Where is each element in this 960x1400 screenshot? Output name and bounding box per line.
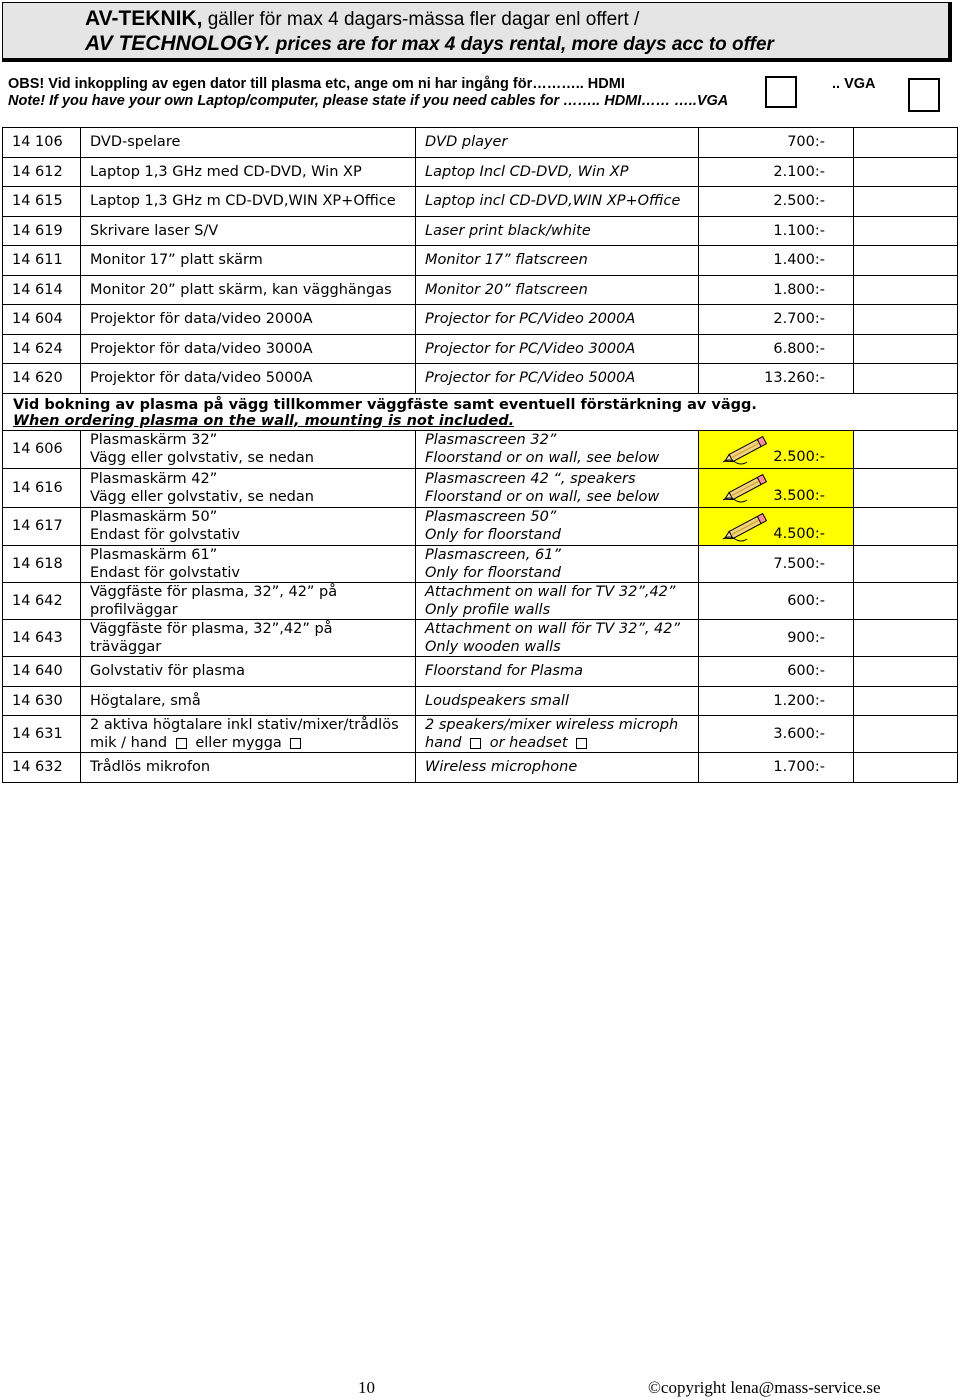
page-number: 10 [358, 1378, 375, 1397]
item-swedish-line1: Plasmaskärm 50” [90, 509, 218, 526]
item-swedish: Monitor 17” platt skärm [81, 246, 416, 276]
item-swedish [81, 620, 416, 657]
item-price-value: 3.500:- [773, 487, 825, 504]
hand-mic-label: mik / hand [90, 735, 168, 751]
item-english-line1: Plasmascreen 32” [425, 432, 557, 449]
item-price: 3.600:- [699, 716, 854, 753]
item-swedish-line2: Endast för golvstativ [90, 527, 240, 544]
title-swedish-bold: AV-TEKNIK, [85, 7, 203, 30]
table-row [3, 364, 958, 394]
item-price: 13.260:- [699, 364, 854, 394]
item-price-value: 2.500:- [773, 449, 825, 465]
quantity-cell[interactable] [854, 469, 958, 508]
item-english-line2: Only for floorstand [425, 527, 561, 544]
item-price: 1.800:- [699, 275, 854, 305]
item-price [699, 469, 854, 508]
item-swedish: Laptop 1,3 GHz med CD-DVD, Win XP [81, 157, 416, 187]
item-english-line2: Only wooden walls [425, 639, 561, 655]
item-english [416, 546, 699, 583]
item-swedish: Högtalare, små [81, 686, 416, 716]
item-english [416, 430, 699, 469]
note-swedish [8, 76, 876, 92]
item-code: 14 631 [3, 716, 81, 753]
item-price [699, 507, 854, 546]
table-row [3, 305, 958, 335]
item-swedish-line2: profilväggar [90, 602, 178, 618]
item-swedish: Skrivare laser S/V [81, 216, 416, 246]
item-english: Monitor 17” flatscreen [416, 246, 699, 276]
item-swedish-line2: Endast för golvstativ [90, 565, 240, 581]
pencil-icon [721, 434, 771, 466]
pencil-icon [721, 472, 771, 504]
item-code: 14 620 [3, 364, 81, 394]
item-code: 14 630 [3, 686, 81, 716]
item-price: 1.400:- [699, 246, 854, 276]
table-row [3, 507, 958, 546]
item-english-line1: Plasmascreen 42 “, speakers [425, 470, 636, 487]
headset-label-en: or headset [489, 735, 568, 751]
item-swedish-line2: Vägg eller golvstativ, se nedan [90, 450, 314, 467]
item-english-line1: Plasmascreen, 61” [425, 547, 561, 563]
item-price: 1.700:- [699, 753, 854, 783]
note-english: Note! If you have your own Laptop/computer, please state if you need cables for …….. HDMI…… …..VGA [8, 93, 729, 109]
item-english [416, 716, 699, 753]
item-price: 600:- [699, 657, 854, 687]
item-english: Loudspeakers small [416, 686, 699, 716]
item-english-line2: Floorstand or on wall, see below [425, 450, 660, 467]
item-swedish-line2: träväggar [90, 639, 162, 655]
item-english [416, 469, 699, 508]
quantity-cell[interactable] [854, 275, 958, 305]
title-swedish-rest: gäller för max 4 dagars-mässa fler dagar enl offert / [202, 9, 640, 30]
table-row [3, 246, 958, 276]
quantity-cell[interactable] [854, 753, 958, 783]
item-swedish-line1: Väggfäste för plasma, 32”,42” på [90, 621, 333, 637]
table-row [3, 620, 958, 657]
quantity-cell[interactable] [854, 157, 958, 187]
item-code: 14 624 [3, 334, 81, 364]
quantity-cell[interactable] [854, 716, 958, 753]
quantity-cell[interactable] [854, 216, 958, 246]
hand-label-en: hand [425, 735, 462, 751]
table-row [3, 157, 958, 187]
item-english [416, 583, 699, 620]
item-price: 6.800:- [699, 334, 854, 364]
item-swedish [81, 716, 416, 753]
title-english-rest: prices are for max 4 days rental, more days acc to offer [270, 34, 774, 55]
quantity-cell[interactable] [854, 686, 958, 716]
table-row [3, 128, 958, 158]
item-swedish [81, 546, 416, 583]
item-price [699, 583, 854, 620]
item-price-value: 7.500:- [773, 556, 825, 572]
item-swedish [81, 430, 416, 469]
item-swedish-line2 [90, 734, 415, 752]
item-swedish: Projektor för data/video 2000A [81, 305, 416, 335]
item-code: 14 642 [3, 583, 81, 620]
item-swedish: Golvstativ för plasma [81, 657, 416, 687]
item-price: 1.200:- [699, 686, 854, 716]
item-swedish: Projektor för data/video 3000A [81, 334, 416, 364]
plasma-notice-swedish: Vid bokning av plasma på vägg tillkommer väggfäste samt eventuell förstärkning av vägg. [13, 396, 757, 413]
item-swedish-line1: Väggfäste för plasma, 32”, 42” på [90, 584, 338, 600]
item-code: 14 106 [3, 128, 81, 158]
table-row [3, 583, 958, 620]
table-row [3, 753, 958, 783]
item-price [699, 620, 854, 657]
item-code: 14 643 [3, 620, 81, 657]
item-swedish [81, 583, 416, 620]
table-row [3, 686, 958, 716]
item-swedish: Trådlös mikrofon [81, 753, 416, 783]
table-row [3, 334, 958, 364]
item-english-line2: Only for floorstand [425, 565, 561, 581]
item-code: 14 612 [3, 157, 81, 187]
item-code: 14 611 [3, 246, 81, 276]
item-code: 14 618 [3, 546, 81, 583]
item-swedish: DVD-spelare [81, 128, 416, 158]
table-row [3, 216, 958, 246]
item-swedish: Laptop 1,3 GHz m CD-DVD,WIN XP+Office [81, 187, 416, 217]
item-english: Wireless microphone [416, 753, 699, 783]
item-english-line1: Attachment on wall for TV 32”,42” [425, 584, 676, 600]
item-price: 2.700:- [699, 305, 854, 335]
title-english-bold: AV TECHNOLOGY. [85, 32, 271, 55]
table-row [3, 716, 958, 753]
hand-mic-checkbox[interactable] [176, 738, 187, 749]
quantity-cell[interactable] [854, 246, 958, 276]
item-english [416, 507, 699, 546]
headset-checkbox-en[interactable] [576, 738, 587, 749]
table-row [3, 469, 958, 508]
item-english: DVD player [416, 128, 699, 158]
table-row [3, 275, 958, 305]
item-price-value: 900:- [787, 630, 825, 646]
item-english: Floorstand for Plasma [416, 657, 699, 687]
quantity-cell[interactable] [854, 507, 958, 546]
item-swedish-line2: Vägg eller golvstativ, se nedan [90, 488, 314, 505]
item-english-line2 [425, 734, 698, 752]
item-english-line1: Attachment on wall för TV 32”, 42” [425, 621, 681, 637]
item-swedish: Monitor 20” platt skärm, kan vägghängas [81, 275, 416, 305]
item-swedish [81, 469, 416, 508]
item-price-value: 600:- [787, 593, 825, 609]
item-english: Laptop Incl CD-DVD, Win XP [416, 157, 699, 187]
note-swedish-vga: .. VGA [832, 76, 876, 92]
quantity-cell[interactable] [854, 305, 958, 335]
item-code: 14 615 [3, 187, 81, 217]
item-english: Projector for PC/Video 5000A [416, 364, 699, 394]
quantity-cell[interactable] [854, 583, 958, 620]
item-english-line2: Only profile walls [425, 602, 551, 618]
hdmi-checkbox[interactable] [765, 76, 797, 108]
item-price: 2.100:- [699, 157, 854, 187]
table-row [3, 546, 958, 583]
item-swedish [81, 507, 416, 546]
note-swedish-text: OBS! Vid inkoppling av egen dator till plasma etc, ange om ni har ingång för……….. HDMI [8, 76, 625, 92]
plasma-notice [3, 393, 958, 430]
quantity-cell[interactable] [854, 187, 958, 217]
item-english: Laptop incl CD-DVD,WIN XP+Office [416, 187, 699, 217]
item-english [416, 620, 699, 657]
pencil-icon [721, 511, 771, 543]
item-price: 2.500:- [699, 187, 854, 217]
title-line-english [85, 32, 774, 56]
item-swedish-line1: Plasmaskärm 42” [90, 470, 218, 487]
item-price-value: 4.500:- [773, 526, 825, 542]
item-code: 14 632 [3, 753, 81, 783]
quantity-cell[interactable] [854, 657, 958, 687]
price-table [2, 127, 958, 783]
table-row [3, 430, 958, 469]
item-code: 14 619 [3, 216, 81, 246]
title-banner [2, 2, 952, 62]
item-price: 700:- [699, 128, 854, 158]
title-line-swedish [85, 7, 639, 31]
item-english-line2: Floorstand or on wall, see below [425, 488, 660, 505]
quantity-cell[interactable] [854, 128, 958, 158]
item-english: Projector for PC/Video 3000A [416, 334, 699, 364]
item-price [699, 430, 854, 469]
item-english-line1: 2 speakers/mixer wireless microph [425, 717, 679, 733]
quantity-cell[interactable] [854, 364, 958, 394]
plasma-notice-english: When ordering plasma on the wall, mounting is not included. [13, 412, 515, 429]
copyright: ©copyright lena@mass-service.se [648, 1378, 881, 1397]
item-code: 14 606 [3, 430, 81, 469]
item-swedish-line1: 2 aktiva högtalare inkl stativ/mixer/trådlös [90, 717, 399, 733]
item-code: 14 616 [3, 469, 81, 508]
item-code: 14 640 [3, 657, 81, 687]
item-english: Projector for PC/Video 2000A [416, 305, 699, 335]
item-swedish-line1: Plasmaskärm 32” [90, 432, 218, 449]
item-english: Monitor 20” flatscreen [416, 275, 699, 305]
table-row [3, 187, 958, 217]
quantity-cell[interactable] [854, 334, 958, 364]
quantity-cell[interactable] [854, 546, 958, 583]
item-swedish-line1: Plasmaskärm 61” [90, 547, 218, 563]
item-swedish: Projektor för data/video 5000A [81, 364, 416, 394]
quantity-cell[interactable] [854, 620, 958, 657]
item-english: Laser print black/white [416, 216, 699, 246]
headset-mic-label: eller mygga [195, 735, 282, 751]
item-price: 1.100:- [699, 216, 854, 246]
item-code: 14 614 [3, 275, 81, 305]
item-code: 14 617 [3, 507, 81, 546]
item-code: 14 604 [3, 305, 81, 335]
vga-checkbox[interactable] [908, 78, 940, 112]
hand-checkbox-en[interactable] [470, 738, 481, 749]
quantity-cell[interactable] [854, 430, 958, 469]
item-price [699, 546, 854, 583]
item-english-line1: Plasmascreen 50” [425, 509, 557, 526]
headset-mic-checkbox[interactable] [290, 738, 301, 749]
table-row [3, 657, 958, 687]
